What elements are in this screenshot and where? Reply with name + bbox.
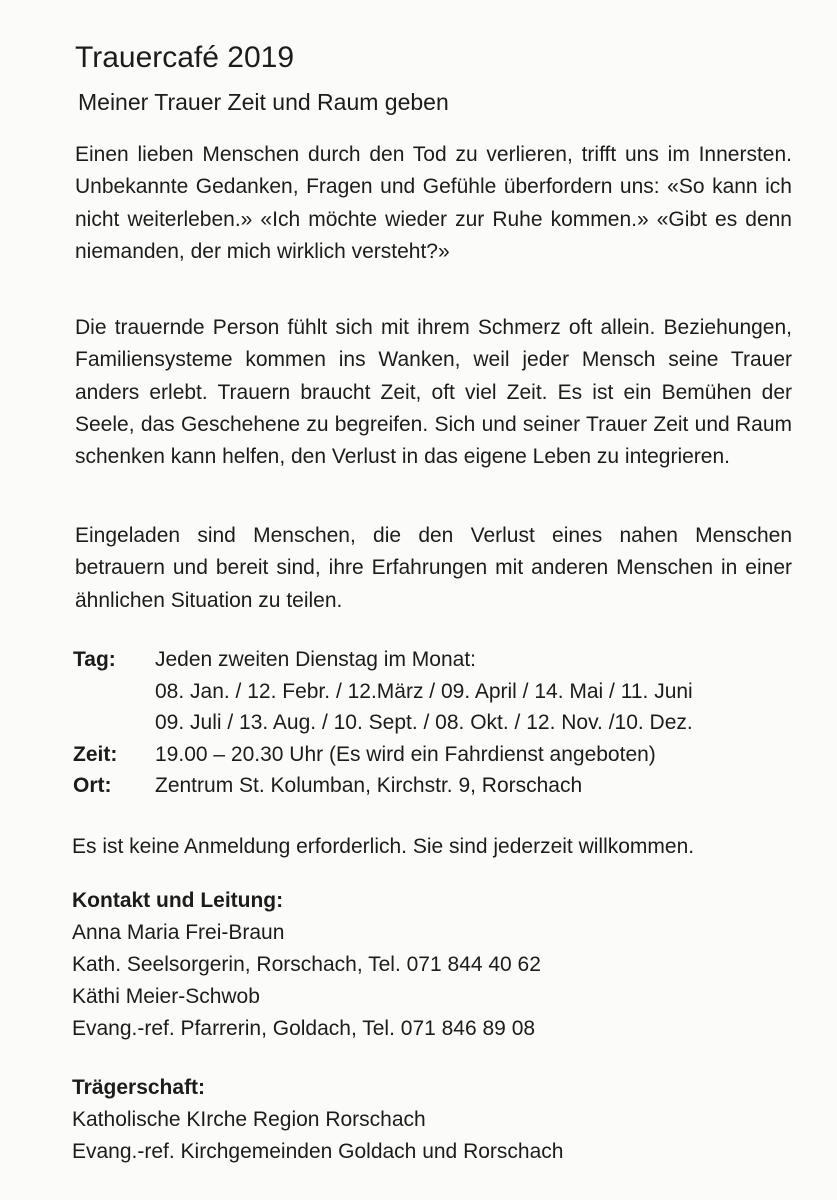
schedule	[73, 644, 813, 802]
sponsor-line: Katholische KIrche Region Rorschach	[72, 1108, 426, 1131]
page-title: Trauercafé 2019	[75, 41, 295, 74]
ort-label: Ort:	[73, 774, 112, 797]
description-paragraph: Die trauernde Person fühlt sich mit ihrem Schmerz oft allein. Beziehungen, Familiensysteme kommen ins Wanken, weil jeder Mensch seine Trauer anders erlebt. Trauern braucht Zeit, oft viel Zeit. Es ist ein Bemühen der Seele, das Geschehene zu begreifen. Sich und seiner Trauer Zeit und Raum schenken kann helfen, den Verlust in das eigene Leben zu integrieren.	[75, 316, 792, 469]
intro-paragraph: Einen lieben Menschen durch den Tod zu verlieren, trifft uns im Innersten. Unbekannte Gedanken, Fragen und Gefühle überfordern uns: «So kann ich nicht weiterleben.» «Ich möchte wieder zur Ruhe kommen.» «Gibt es denn niemanden, der mich wirklich versteht?»	[75, 143, 792, 263]
zeit-label: Zeit:	[73, 742, 118, 766]
schedule-row-ort	[73, 770, 813, 802]
contact-line: Kath. Seelsorgerin, Rorschach, Tel. 071 844 40 62	[72, 953, 541, 976]
contact-section	[72, 885, 541, 1045]
tag-line: Jeden zweiten Dienstag im Monat:	[155, 648, 476, 671]
contact-heading: Kontakt und Leitung:	[72, 889, 284, 912]
tag-line: 08. Jan. / 12. Febr. / 12.März / 09. April / 14. Mai / 11. Juni	[155, 679, 693, 703]
invitation-paragraph: Eingeladen sind Menschen, die den Verlust eines nahen Menschen betrauern und bereit sind, ihre Erfahrungen mit anderen Menschen in einer ähnlichen Situation zu teilen.	[75, 524, 792, 612]
tag-label: Tag:	[73, 648, 116, 671]
contact-line: Anna Maria Frei-Braun	[72, 921, 285, 944]
zeit-value: 19.00 – 20.30 Uhr (Es wird ein Fahrdienst angeboten)	[155, 742, 656, 766]
schedule-row-zeit	[73, 739, 813, 771]
sponsor-heading: Trägerschaft:	[72, 1076, 206, 1099]
contact-line: Käthi Meier-Schwob	[72, 985, 260, 1008]
registration-note: Es ist keine Anmeldung erforderlich. Sie sind jederzeit willkommen.	[72, 835, 695, 858]
page-subtitle: Meiner Trauer Zeit und Raum geben	[78, 89, 449, 115]
tag-values	[155, 644, 693, 739]
sponsor-section	[72, 1072, 563, 1168]
sponsor-line: Evang.-ref. Kirchgemeinden Goldach und Rorschach	[72, 1140, 564, 1163]
contact-line: Evang.-ref. Pfarrerin, Goldach, Tel. 071 846 89 08	[72, 1017, 536, 1040]
schedule-row-tag	[73, 644, 813, 739]
tag-line: 09. Juli / 13. Aug. / 10. Sept. / 08. Okt. / 12. Nov. /10. Dez.	[155, 711, 693, 734]
ort-value: Zentrum St. Kolumban, Kirchstr. 9, Rorschach	[155, 774, 583, 797]
